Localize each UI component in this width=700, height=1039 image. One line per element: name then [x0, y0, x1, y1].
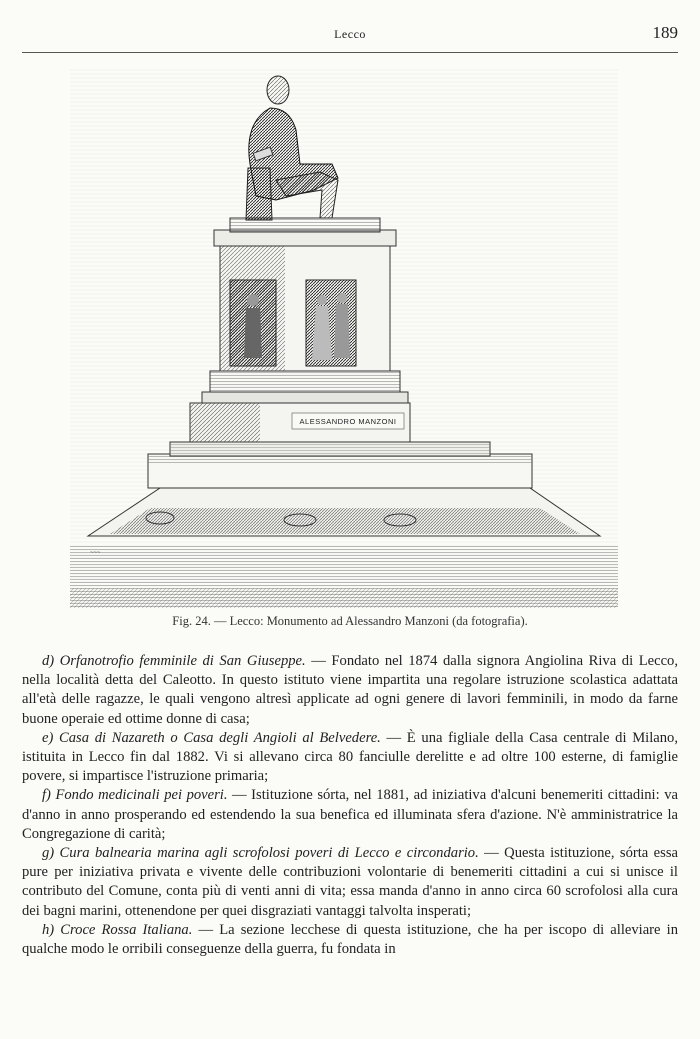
paragraph-h	[22, 921, 678, 959]
monument-inscription: ALESSANDRO MANZONI	[299, 417, 397, 426]
page-number: 189	[652, 23, 678, 42]
paragraph-text: — Istituzione sórta, nel 1881, ad iniziativa d'alcuni benemeriti cittadini: va d'anno in anno prosperando ed estendendo la sua benefica ed illuminata sfera d'azione. N'è amministratrice la Congregazione di carità;	[22, 787, 678, 842]
paragraph-text: — Questa istituzione, sórta essa pure per iniziativa privata e vivente delle contribuzioni volontarie di benemeriti cittadini a cui si unisce il contributo del Comune, conta più di venti anni di vita; essa manda d'anno in anno circa 60 scrofolosi alla cura dei bagni marini, ottenendone per quei disgraziati vantaggi talvolta insperati;	[22, 845, 678, 919]
paragraph-text: — La sezione lecchese di questa istituzione, che ha per iscopo di alleviare in qualche modo le orribili conseguenze della guerra, fu fondata in	[22, 921, 678, 958]
paragraph-g	[22, 844, 678, 921]
paragraph-lead: f) Fondo medicinali pei poveri.	[42, 787, 228, 804]
page-header	[22, 22, 678, 53]
svg-text:~~~: ~~~	[90, 550, 101, 556]
paragraph-lead: g) Cura balnearia marina agli scrofolosi poveri di Lecco e circondario.	[42, 845, 479, 862]
paragraph-lead: e) Casa di Nazareth o Casa degli Angioli al Belvedere.	[42, 729, 381, 746]
paragraph-e	[22, 729, 678, 787]
paragraph-text: — È una figliale della Casa centrale di Milano, istituita in Lecco fin dal 1882. Vi si allevano circa 80 fanciulle derelitte e ad oltre 100 esterne, di famiglie povere, si impartisce l'istruzione primaria;	[22, 729, 678, 785]
paragraph-lead: d) Orfanotrofio femminile di San Giuseppe.	[42, 653, 306, 669]
paragraph-d	[22, 652, 678, 729]
paragraph-f	[22, 786, 678, 844]
body-text	[22, 652, 678, 959]
paragraph-text: — Fondato nel 1874 dalla signora Angiolina Riva di Lecco, nella località detta del Caleotto. In questo istituto viene impartita una regolare istruzione scolastica adattata all'età delle ragazze, le quali vengono altresì applicate ad ogni genere di lavori femminili, in modo da farne buone operaie ed ottime donne di casa;	[22, 653, 678, 727]
monument-illustration	[70, 68, 618, 608]
figure-caption: Fig. 24. — Lecco: Monumento ad Alessandro Manzoni (da fotografia).	[172, 614, 528, 628]
paragraph-lead: h) Croce Rossa Italiana.	[42, 921, 193, 938]
running-title: Lecco	[334, 27, 366, 41]
